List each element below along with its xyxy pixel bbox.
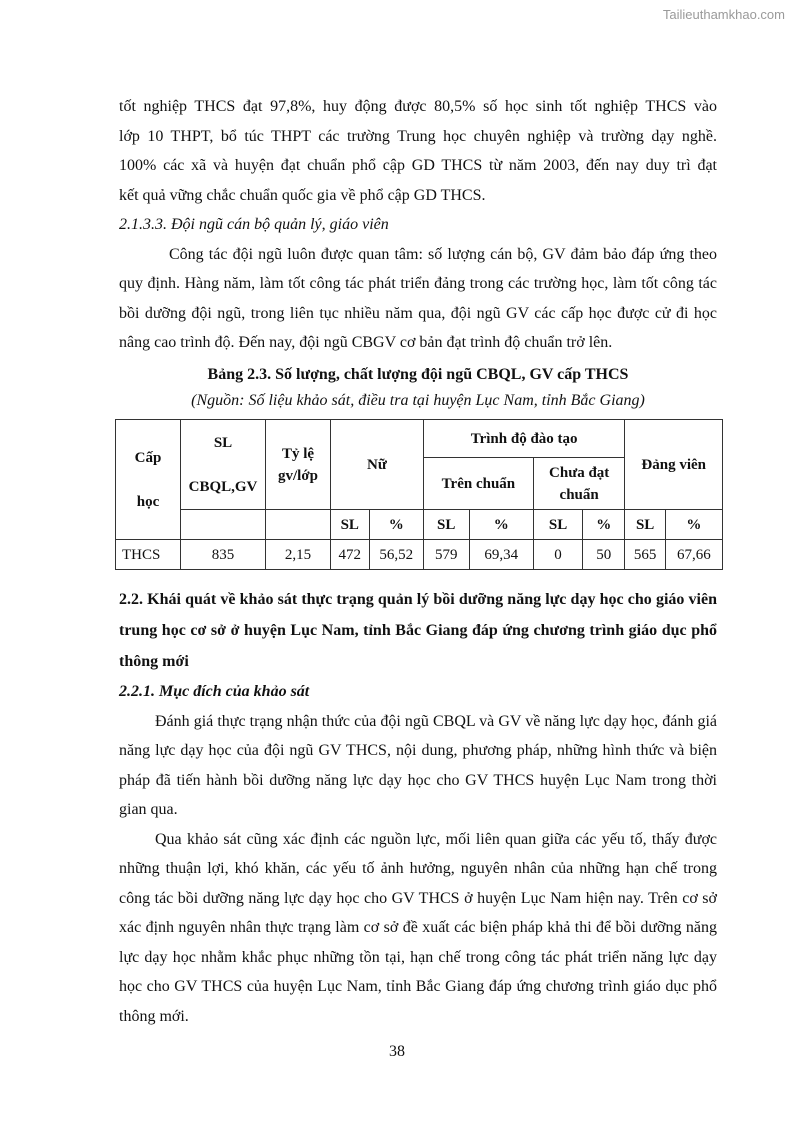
- header-dang-vien: Đảng viên: [625, 420, 723, 510]
- table-source: (Nguồn: Số liệu khảo sát, điều tra tại huyện Lục Nam, tỉnh Bắc Giang): [191, 392, 645, 409]
- page-content: [119, 92, 717, 1031]
- header-text: Chưa đạt: [549, 464, 610, 481]
- header-dang-vien-sl: SL: [625, 510, 665, 540]
- page-number: 38: [389, 1043, 405, 1060]
- section-22-heading: 2.2. Khái quát về khảo sát thực trạng quản lý bồi dưỡng năng lực dạy học cho giáo viên trung học cơ sở ở huyện Lục Nam, tỉnh Bắc Giang đáp ứng chương trình giáo dục phổ thông mới: [119, 591, 717, 670]
- header-chua-dat-sl: SL: [533, 510, 582, 540]
- header-text: chuẩn: [559, 486, 599, 503]
- table-row: [116, 540, 723, 570]
- staff-paragraph: Công tác đội ngũ luôn được quan tâm: số lượng cán bộ, GV đảm bảo đáp ứng theo quy định. Hàng năm, làm tốt công tác phát triển đảng trong các trường học, làm tốt công tác bồi dưỡng đội ngũ, trong liên tục nhiều năm qua, đội ngũ GV các cấp học được cử đi học nâng cao trình độ. Đến nay, đội ngũ CBGV cơ bản đạt trình độ chuẩn trở lên.: [119, 245, 717, 351]
- cell-sl-cbql: 835: [181, 540, 266, 570]
- heading-2133: 2.1.3.3. Đội ngũ cán bộ quản lý, giáo viên: [119, 216, 389, 233]
- header-chua-dat: [533, 458, 624, 510]
- intro-paragraph: [119, 92, 717, 210]
- header-tren-chuan-sl: SL: [423, 510, 469, 540]
- watermark-text: Tailieuthamkhao.com: [662, 7, 785, 22]
- header-text: SL: [213, 434, 233, 451]
- header-blank: [266, 510, 331, 540]
- intro-line: kết quả vững chắc chuẩn quốc gia về phổ cập GD THCS.: [119, 186, 486, 204]
- header-text: Tỷ lệ: [281, 445, 315, 462]
- header-text: gv/lớp: [278, 467, 318, 484]
- cell-ty-le: 2,15: [266, 540, 331, 570]
- staff-table: [115, 419, 723, 570]
- cell-chua-dat-sl: 0: [533, 540, 582, 570]
- header-trinh-do: Trình độ đào tạo: [423, 420, 625, 458]
- header-text: học: [136, 493, 160, 510]
- header-cap-hoc: [116, 420, 181, 540]
- header-text: CBQL,GV: [188, 478, 258, 495]
- cell-nu-sl: 472: [331, 540, 370, 570]
- header-nu-pct: %: [369, 510, 423, 540]
- cell-tren-chuan-sl: 579: [423, 540, 469, 570]
- header-dang-vien-pct: %: [665, 510, 722, 540]
- purpose-paragraph-2: Qua khảo sát cũng xác định các nguồn lực, mối liên quan giữa các yếu tố, thấy được những thuận lợi, khó khăn, các yếu tố ảnh hưởng, nguyên nhân của những hạn chế trong công tác bồi dưỡng năng lực dạy học cho GV THCS ở huyện Lục Nam hiện nay. Trên cơ sở xác định nguyên nhân thực trạng làm cơ sở đề xuất các biện pháp khả thi để bồi dưỡng năng lực dạy học nhằm khắc phục những tồn tại, hạn chế trong công tác phát triển năng lực dạy học cho GV THCS của huyện Lục Nam, tỉnh Bắc Giang đáp ứng chương trình giáo dục phổ thông mới.: [119, 830, 717, 1025]
- intro-line: tốt nghiệp THCS đạt 97,8%, huy động được 80,5% số học sinh tốt nghiệp THCS vào: [119, 98, 717, 115]
- table-title: Bảng 2.3. Số lượng, chất lượng đội ngũ CBQL, GV cấp THCS: [207, 365, 629, 383]
- header-nu-sl: SL: [331, 510, 370, 540]
- header-sl-cbql: [181, 420, 266, 510]
- cell-cap-hoc: THCS: [116, 540, 181, 570]
- intro-line: 100% các xã và huyện đạt chuẩn phổ cập GD THCS từ năm 2003, đến nay duy trì đạt: [119, 157, 717, 174]
- header-chua-dat-pct: %: [583, 510, 625, 540]
- header-text: Cấp: [134, 449, 162, 466]
- header-ty-le: [266, 420, 331, 510]
- header-tren-chuan-pct: %: [469, 510, 533, 540]
- header-blank: [181, 510, 266, 540]
- cell-nu-pct: 56,52: [369, 540, 423, 570]
- heading-221: 2.2.1. Mục đích của khảo sát: [119, 683, 310, 700]
- purpose-paragraph-1: Đánh giá thực trạng nhận thức của đội ngũ CBQL và GV về năng lực dạy học, đánh giá năng lực dạy học của đội ngũ GV THCS, nội dung, phương pháp, những hình thức và biện pháp đã tiến hành bồi dưỡng năng lực dạy học cho GV THCS huyện Lục Nam trong thời gian qua.: [119, 712, 717, 818]
- intro-line: lớp 10 THPT, bổ túc THPT các trường Trung học chuyên nghiệp và trường dạy nghề.: [119, 127, 717, 145]
- cell-chua-dat-pct: 50: [583, 540, 625, 570]
- header-tren-chuan: Trên chuẩn: [423, 458, 533, 510]
- cell-dang-vien-pct: 67,66: [665, 540, 722, 570]
- cell-dang-vien-sl: 565: [625, 540, 665, 570]
- cell-tren-chuan-pct: 69,34: [469, 540, 533, 570]
- header-nu: Nữ: [331, 420, 424, 510]
